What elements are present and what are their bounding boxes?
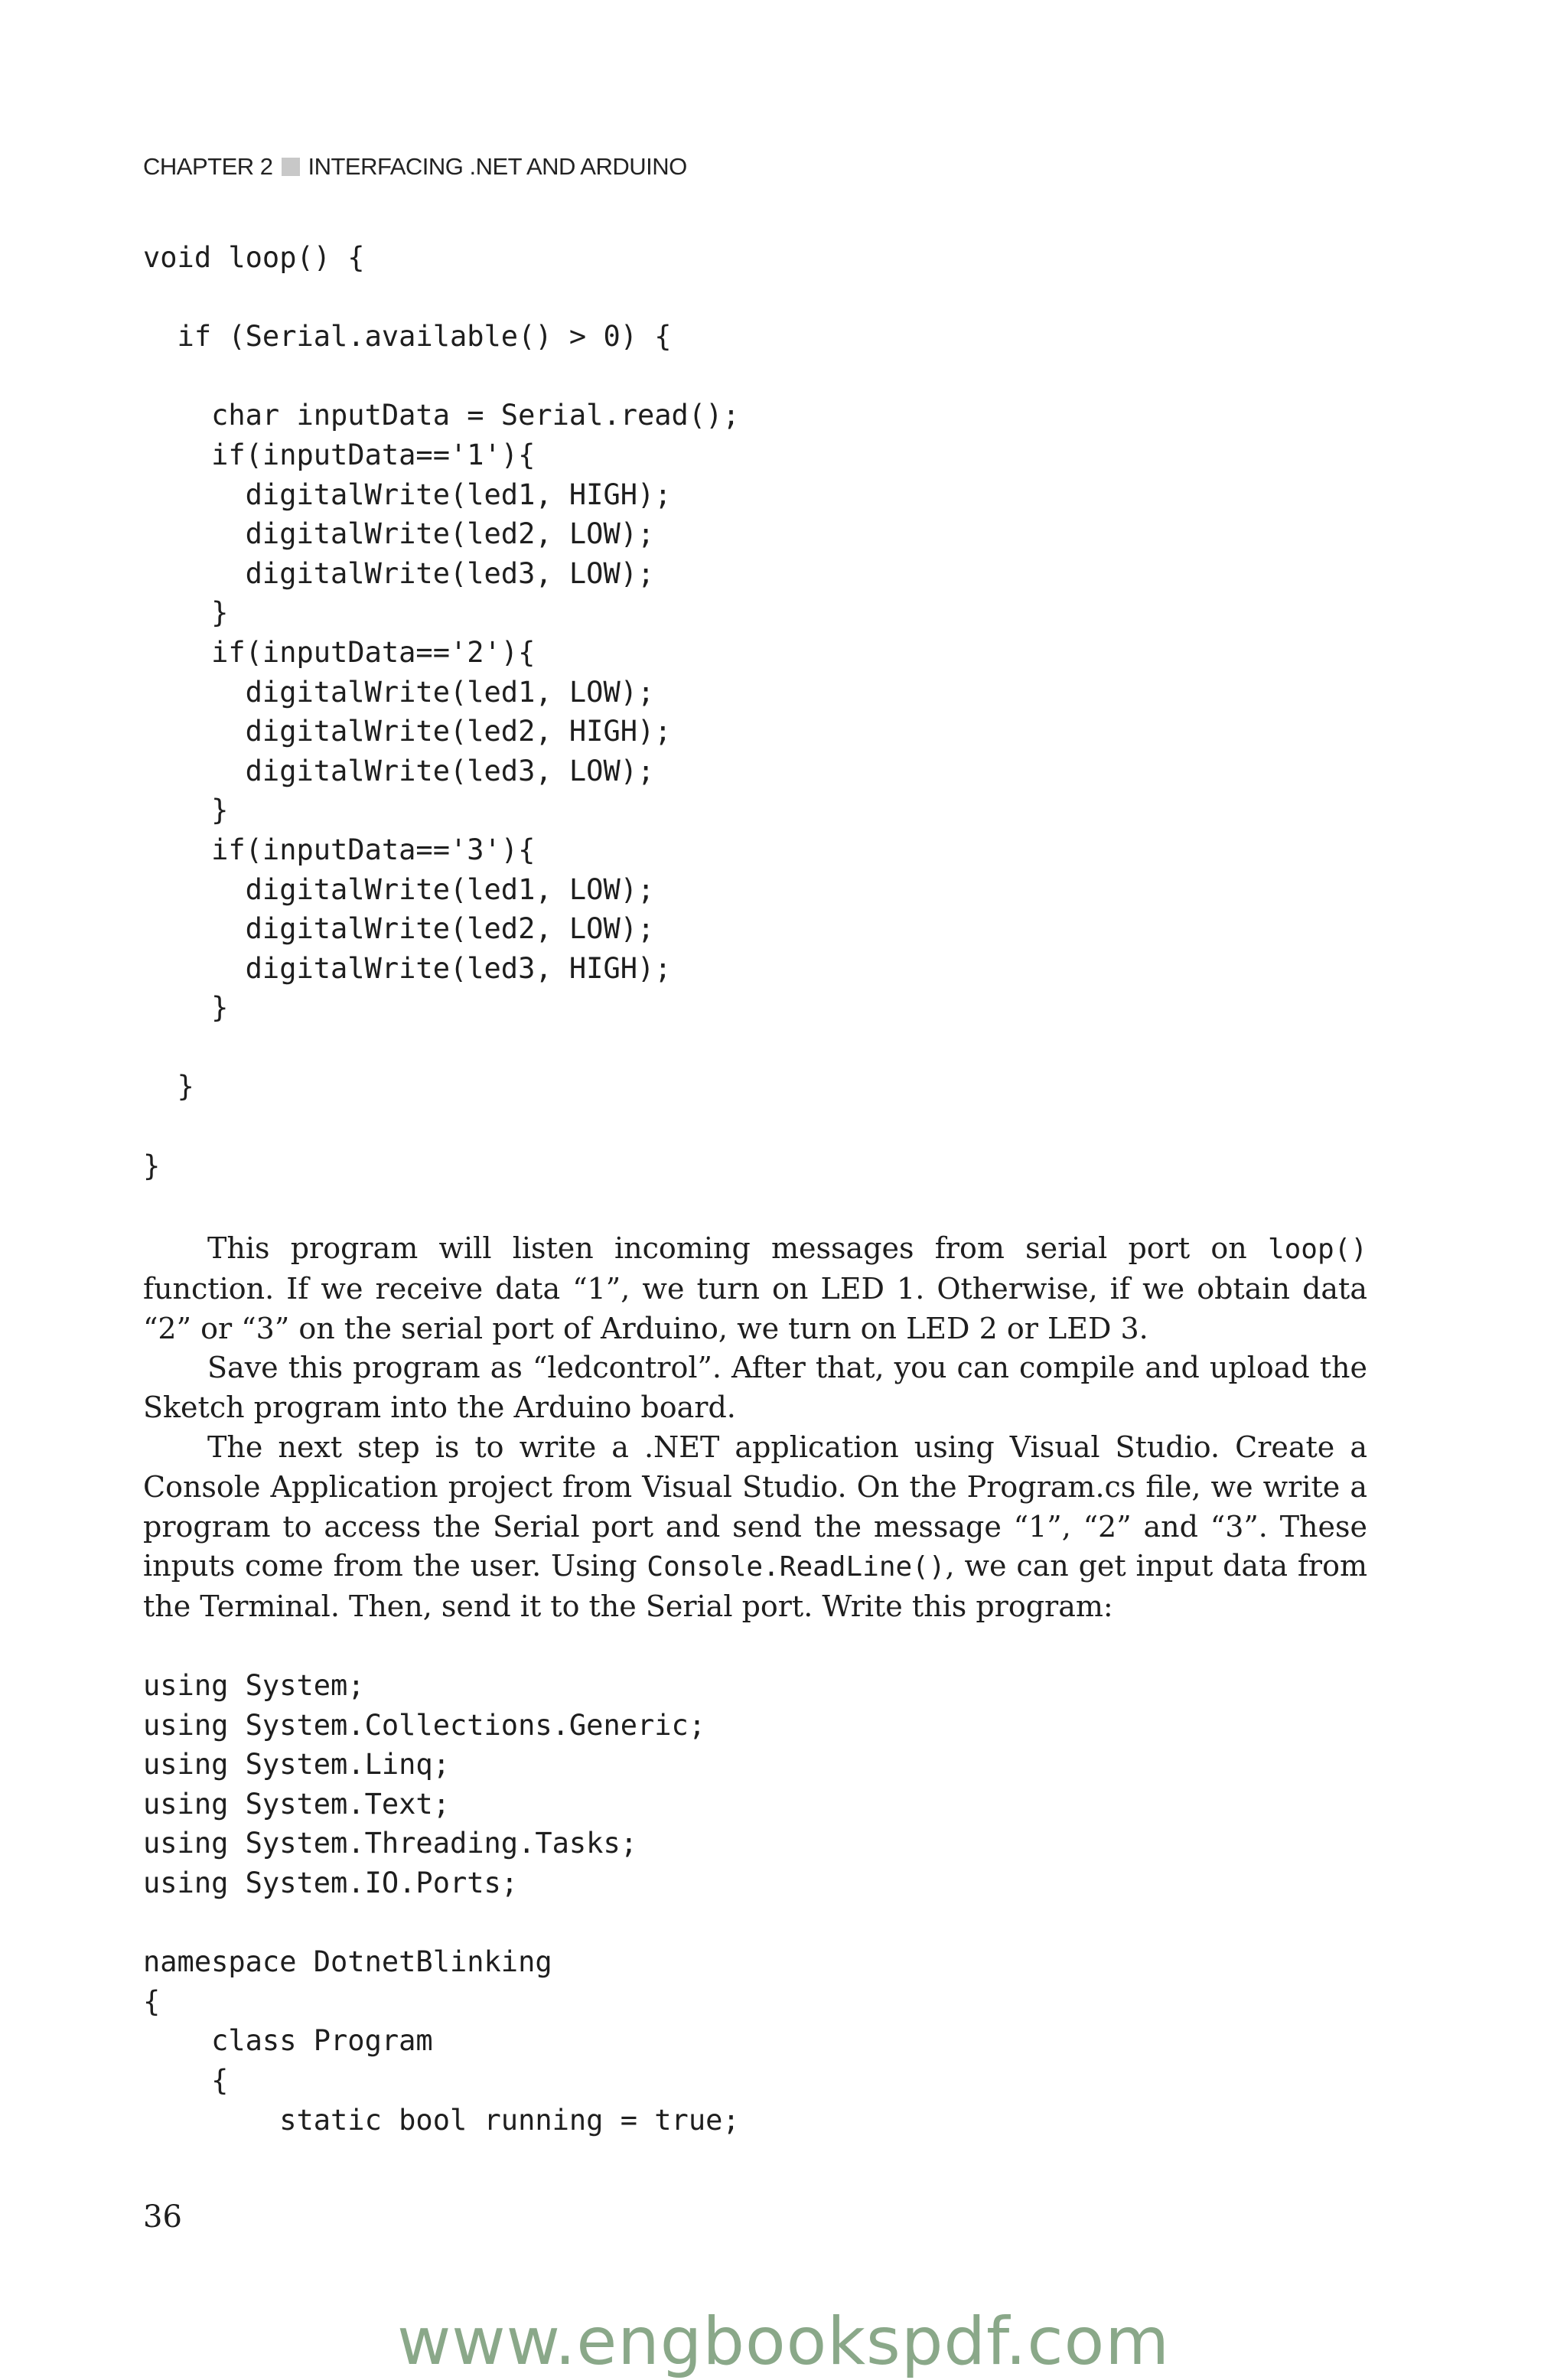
header-separator-square [282, 158, 300, 176]
running-header [143, 153, 687, 181]
inline-code-readline: Console.ReadLine() [647, 1551, 946, 1583]
inline-code-loop: loop() [1267, 1234, 1367, 1265]
paragraph-dotnet-app [143, 1428, 1367, 1627]
chapter-label: CHAPTER 2 [143, 153, 273, 180]
watermark-url: www.engbookspdf.com [396, 2303, 1171, 2380]
paragraph-save-program: Save this program as “ledcontrol”. After that, you can compile and upload the Sketch program into the Arduino board. [143, 1351, 1367, 1425]
page-number: 36 [143, 2199, 182, 2235]
csharp-program-code-listing: using System; using System.Collections.Generic; using System.Linq; using System.Text; using System.Threading.Tasks; using System.IO.Ports; namespace DotnetBlinking { class Program { static bool running = true; [143, 1669, 740, 2137]
paragraph-3-text-a: The next step is to write a .NET application using Visual Studio. Create a Console Application project from Visual Studio. On the Program.cs file, we write a program to access the Serial port and send the message “1”, “2” and “3”. These inputs come from the user. Using [143, 1430, 1367, 1583]
paragraph-1-text-a: This program will listen incoming messages from serial port on [207, 1231, 1268, 1265]
body-text [143, 1229, 1367, 1627]
chapter-title: INTERFACING .NET AND ARDUINO [308, 153, 687, 180]
paragraph-3-text-b: , we can get input data from the Terminal. Then, send it to the Serial port. Write this program: [143, 1549, 1367, 1624]
paragraph-1-text-b: function. If we receive data “1”, we turn on LED 1. Otherwise, if we obtain data “2” or “3” on the serial port of Arduino, we turn on LED 2 or LED 3. [143, 1271, 1367, 1345]
arduino-loop-code-listing: void loop() { if (Serial.available() > 0) { char inputData = Serial.read(); if(inputData=='1'){ digitalWrite(led1, HIGH); digitalWrite(led2, LOW); digitalWrite(led3, LOW); } if(inputData=='2'){ digitalWrite(led1, LOW); digitalWrite(led2, HIGH); digitalWrite(led3, LOW); } if(inputData=='3'){ digitalWrite(led1, LOW); digitalWrite(led2, LOW); digitalWrite(led3, HIGH); } } } [143, 241, 740, 1182]
paragraph-loop-explanation [143, 1229, 1367, 1348]
